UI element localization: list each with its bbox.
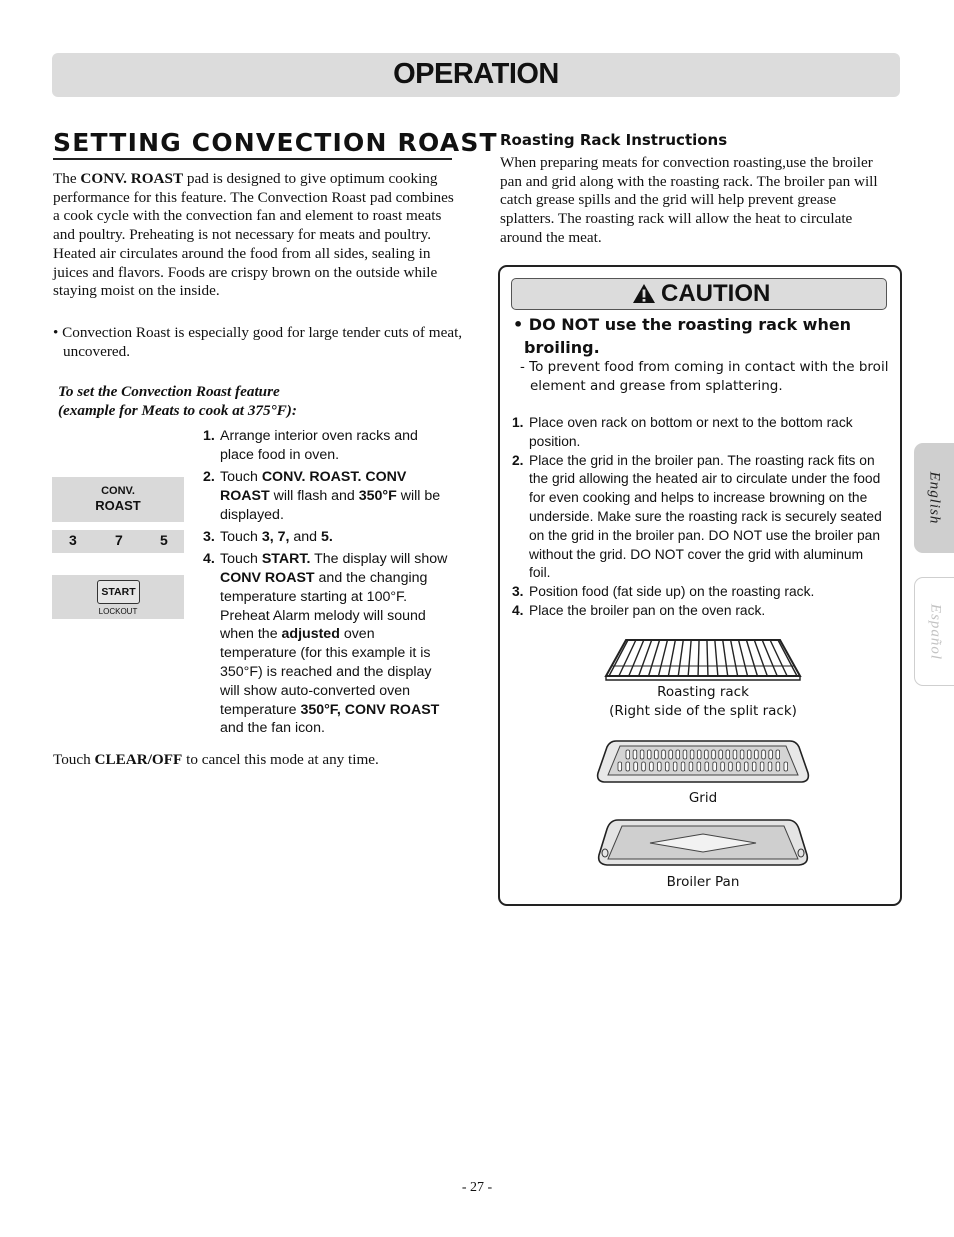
grid-caption: Grid [688,790,718,806]
tab-espanol-label: Español [927,603,944,660]
step-bold: 3, 7, [261,528,290,545]
caution-steps [512,414,887,621]
howto-line: To set the Convection Roast feature [58,383,280,400]
list-item [512,602,887,621]
howto-line: (example for Meats to cook at 375°F): [58,401,297,419]
step-number: 2. [203,469,215,486]
rack-instructions-text: When preparing meats for convection roasting,use the broiler pan and grid along with the roasting rack. The broiler pan will catch grease spills and the grid will help prevent grease splatters. The roasting rack will allow the heat to circulate around the meat. [500,154,878,246]
intro-text: The [53,170,81,187]
intro-text: pad is designed to give optimum cooking performance for this feature. The Convection Roast pad combines a cook cycle with the convection fan and element to roast meats and poultry. Preheating is not necessary for meats and poultry. Heated air circulates around the food from all sides, sealing in juices and flavors. Foods are crispy brown on the outside while staying moist on the inside. [53,170,454,300]
step-text: Touch [220,469,262,486]
section-title: SETTING CONVECTION ROAST [53,128,498,157]
list-item [203,427,455,465]
roasting-rack-caption [580,683,826,721]
grid-illustration [594,737,812,787]
step-bold: 350°F, CONV ROAST [300,701,440,718]
step-text: and the changing temperature starting at 100°F. Preheat Alarm melody will sound when the [220,570,428,643]
step-number: 3. [512,584,524,600]
step-text: Place the broiler pan on the oven rack. [529,602,766,618]
broiler-pan-caption: Broiler Pan [666,874,740,890]
step-bold: CONV. ROAST. CONV ROAST [220,469,407,504]
howto-heading [58,383,378,420]
step-number: 1. [512,415,524,430]
intro-paragraph [53,170,458,301]
list-item [512,414,887,452]
section-divider [53,158,452,160]
step-text: The display will show [310,551,448,568]
caution-warning: • DO NOT use the roasting rack when broiling. [513,315,852,357]
tab-espanol[interactable] [914,577,954,686]
step-number: 2. [512,452,524,468]
conv-roast-key [52,477,184,522]
roast-steps [203,427,455,742]
step-number: 1. [203,428,215,444]
step-text: Touch [220,551,262,568]
list-item [512,452,887,584]
step-number: 4. [512,602,524,618]
start-key-panel [52,575,184,619]
roast-key-label: ROAST [95,498,141,513]
step-text: Arrange interior oven racks and place food in oven. [220,428,418,463]
broiler-pan-illustration [596,817,810,869]
intro-bullet: • Convection Roast is especially good for large tender cuts of meat, uncovered. [53,324,463,360]
digit-key: 3 [69,532,77,548]
step-bold: 350°F [358,487,397,504]
tab-english[interactable] [914,443,954,553]
conv-key-label: CONV. [101,485,135,497]
step-text: oven temperature (for this example it is 350°F) is reached and the display will show auto-converted oven temperature [220,626,432,718]
tab-english-label: English [926,471,943,525]
cancel-text: Touch [53,751,95,768]
caution-warning-detail: - To prevent food from coming in contact with the broil element and grease from splattering. [520,359,889,394]
roasting-rack-illustration [600,634,805,684]
caution-label: CAUTION [661,280,771,307]
step-text: Place oven rack on bottom or next to the bottom rack position. [529,415,853,449]
step-text: and [289,528,321,545]
header-banner [52,53,900,97]
step-text: will flash and [269,487,359,504]
step-bold: CONV ROAST [220,570,315,587]
digit-key: 5 [160,532,168,548]
list-item [203,528,455,547]
cancel-keyword: CLEAR/OFF [94,751,183,768]
caption-line: Roasting rack [657,684,749,700]
page-title: OPERATION [393,58,559,90]
start-key: START [97,580,140,604]
cancel-text: to cancel this mode at any time. [182,751,379,768]
list-item [512,583,887,602]
caption-line: (Right side of the split rack) [609,703,797,719]
warning-icon [632,283,656,304]
step-bold: START. [261,551,311,568]
step-number: 4. [203,551,215,568]
page-number: - 27 - [461,1180,493,1195]
step-text: will be displayed. [220,487,441,523]
step-number: 3. [203,528,215,545]
cancel-note [53,751,453,770]
step-text: Position food (fat side up) on the roasting rack. [529,584,815,600]
step-bold: adjusted [281,626,340,643]
digit-key: 7 [115,532,123,548]
list-item [203,550,455,738]
lockout-label: LOCKOUT [98,607,138,616]
rack-instructions-title: Roasting Rack Instructions [500,131,728,149]
step-text: and the fan icon. [220,720,325,737]
intro-keyword: CONV. ROAST [80,170,184,187]
caution-header [511,278,887,310]
step-text: Place the grid in the broiler pan. The roasting rack fits on the grid allowing the heated air to circulate under the food for even cooking and helps to increase browning on the underside. Make sure the roasting rack is securely seated on the grid in the broiler pan. DO NOT use the broiler pan without the grid. DO NOT cover the grid with aluminum foil. [529,452,882,581]
list-item [203,468,455,524]
number-keys [52,530,184,553]
step-text: Touch [220,528,262,545]
step-bold: 5. [320,528,333,545]
